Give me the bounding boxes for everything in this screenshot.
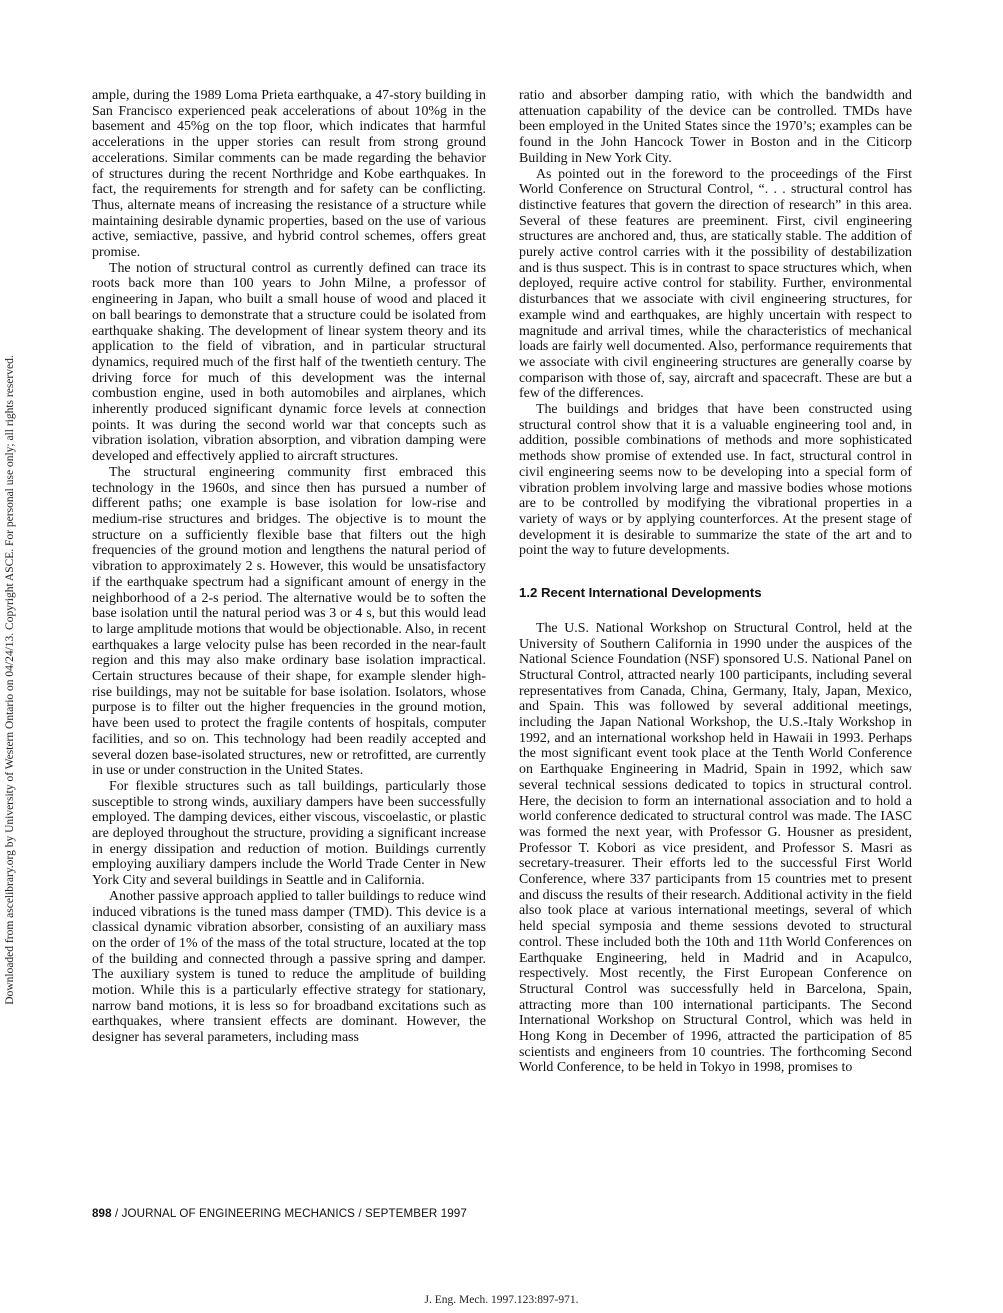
download-notice-margin bbox=[0, 0, 20, 1005]
left-column bbox=[92, 88, 486, 1046]
body-paragraph: The U.S. National Workshop on Structural Control, held at the University of Southern California in 1990 under the auspices of the National Science Foundation (NSF) sponsored U.S. National Panel on Structural Control, attracted nearly 100 participants, including several representatives from Canada, China, Germany, Italy, Japan, Mexico, and Spain. This was followed by several additional meetings, including the Japan National Workshop, the U.S.-Italy Workshop in 1992, and an international workshop held in Hawaii in 1993. Perhaps the most significant event took place at the Tenth World Conference on Earthquake Engineering in Madrid, Spain in 1992, which saw several technical sessions dedicated to topics in structural control. Here, the decision to form an international association and to hold a world conference dedicated to structural control was made. The IASC was formed the next year, with Professor G. Housner as president, Professor T. Kobori as vice president, and Professor S. Masri as secretary-treasurer. Their efforts led to the successful First World Conference, where 337 participants from 15 countries met to present and discuss the results of their research. Additional activity in the field also took place at various international meetings, several of which held special symposia and theme sessions devoted to structural control. These included both the 10th and 11th World Conferences on Earthquake Engineering, held in Madrid and in Acapulco, respectively. Most recently, the First European Conference on Structural Control was successfully held in Barcelona, Spain, attracting more than 100 international participants. The Second International Workshop on Structural Control, which was held in Hong Kong in December of 1996, attracted the participation of 85 scientists and engineers from 10 countries. The forthcoming Second World Conference, to be held in Tokyo in 1998, promises to bbox=[519, 620, 912, 1076]
body-paragraph: The structural engineering community first embraced this technology in the 1960s, and since then has pursued a number of different paths; one example is base isolation for low-rise and medium-rise structures and bridges. The objective is to mount the structure on a sufficiently flexible base that filters out the high frequencies of the ground motion and lengthens the natural period of vibration to approximately 2 s. However, this would be unsatisfactory if the earthquake spectrum had a significant amount of energy in the neighborhood of a 2-s period. The alternative would be to soften the base isolation until the natural period was 3 or 4 s, but this would lead to large amplitude motions that would be objectionable. Also, in recent earthquakes a large velocity pulse has been recorded in the near-fault region and this may also make ordinary base isolation impractical. Certain structures because of their shape, for example slender high-rise buildings, may not be suitable for base isolation. Isolators, whose purpose is to filter out the higher frequencies in the ground motion, have been used to protect the fragile contents of hospitals, computer facilities, and so on. This technology had been readily accepted and several dozen base-isolated structures, new or retrofitted, are currently in use or under construction in the United States. bbox=[92, 464, 486, 779]
page-footer bbox=[92, 1207, 467, 1220]
citation-line: J. Eng. Mech. 1997.123:897-971. bbox=[424, 1294, 579, 1306]
section-heading: 1.2 Recent International Developments bbox=[519, 585, 762, 601]
body-paragraph: ratio and absorber damping ratio, with which the bandwidth and attenuation capability of the device can be controlled. TMDs have been employed in the United States since the 1970’s; examples can be found in the John Hancock Tower in Boston and in the Citicorp Building in New York City. bbox=[519, 88, 912, 166]
body-paragraph: The buildings and bridges that have been constructed using structural control show that it is a valuable engineering tool and, in addition, possible combinations of methods and more sophisticated methods show promise of extended use. In fact, structural control in civil engineering seems now to be developing into a special form of vibration problem involving large and massive bodies whose motions are to be controlled by modifying the vibrational properties in a variety of ways or by applying counterforces. At the present stage of development it is desirable to summarize the state of the art and to point the way to future developments. bbox=[519, 402, 912, 559]
body-paragraph: For flexible structures such as tall buildings, particularly those susceptible to strong winds, auxiliary dampers have been successfully employed. The damping devices, either viscous, viscoelastic, or plastic are deployed throughout the structure, providing a significant increase in energy dissipation and reduction of motion. Buildings currently employing auxiliary dampers include the World Trade Center in New York City and several buildings in Seattle and in California. bbox=[92, 778, 486, 889]
body-paragraph: As pointed out in the foreword to the proceedings of the First World Conference on Structural Control, “. . . structural control has distinctive features that govern the direction of research” in this area. Several of these features are preeminent. First, civil engineering structures are anchored and, thus, are statically stable. The addition of purely active control carries with it the possibility of destabilization and is thus suspect. This is in contrast to space structures which, when deployed, require active control for stability. Further, environmental disturbances that we associate with civil engineering structures, for example wind and earthquakes, are highly uncertain with respect to magnitude and arrival times, while the characteristics of mechanical loads are fairly well documented. Also, performance requirements that we associate with civil engineering structures are generally coarse by comparison with those of, say, aircraft and spacecraft. These are but a few of the differences. bbox=[519, 166, 912, 402]
body-paragraph: The notion of structural control as currently defined can trace its roots back more than 100 years to John Milne, a professor of engineering in Japan, who built a small house of wood and placed it on ball bearings to demonstrate that a structure could be isolated from earthquake shaking. The development of linear system theory and its application to the field of vibration, and in particular structural dynamics, required much of the first half of the twentieth century. The driving force for much of this development was the internal combustion engine, used in both automobiles and airplanes, which inherently produced significant dynamic force levels at connection points. It was during the second world war that concepts such as vibration isolation, vibration absorption, and vibration damping were developed and effectively applied to aircraft structures. bbox=[92, 260, 486, 465]
body-paragraph: Another passive approach applied to taller buildings to reduce wind induced vibrations is the tuned mass damper (TMD). This device is a classical dynamic vibration absorber, consisting of an auxiliary mass on the order of 1% of the mass of the total structure, located at the top of the building and connected through a passive spring and damper. The auxiliary system is tuned to reduce the amplitude of building motion. While this is a particularly effective strategy for stationary, narrow band motions, it is less so for broadband excitations such as earthquakes, where transient effects are dominant. However, the designer has several parameters, including mass bbox=[92, 888, 486, 1046]
body-paragraph: ample, during the 1989 Loma Prieta earthquake, a 47-story building in San Francisco experienced peak accelerations of about 10%g in the basement and 45%g on the top floor, which indicates that harmful accelerations in the upper stories can result from strong ground accelerations. Similar comments can be made regarding the behavior of structures during the recent Northridge and Kobe earthquakes. In fact, the requirements for strength and for safety can be conflicting. Thus, alternate means of increasing the resistance of a structure while maintaining desirable dynamic properties, based on the use of various active, semiactive, passive, and hybrid control schemes, offers great promise. bbox=[92, 88, 486, 261]
right-column bbox=[519, 88, 912, 1076]
download-notice-text: Downloaded from ascelibrary.org by University of Western Ontario on 04/24/13. Copyright ASCE. For personal use only; all rights reserved. bbox=[4, 355, 16, 1005]
journal-name: / JOURNAL OF ENGINEERING MECHANICS / SEPTEMBER 1997 bbox=[111, 1207, 467, 1220]
page-number: 898 bbox=[92, 1207, 112, 1220]
